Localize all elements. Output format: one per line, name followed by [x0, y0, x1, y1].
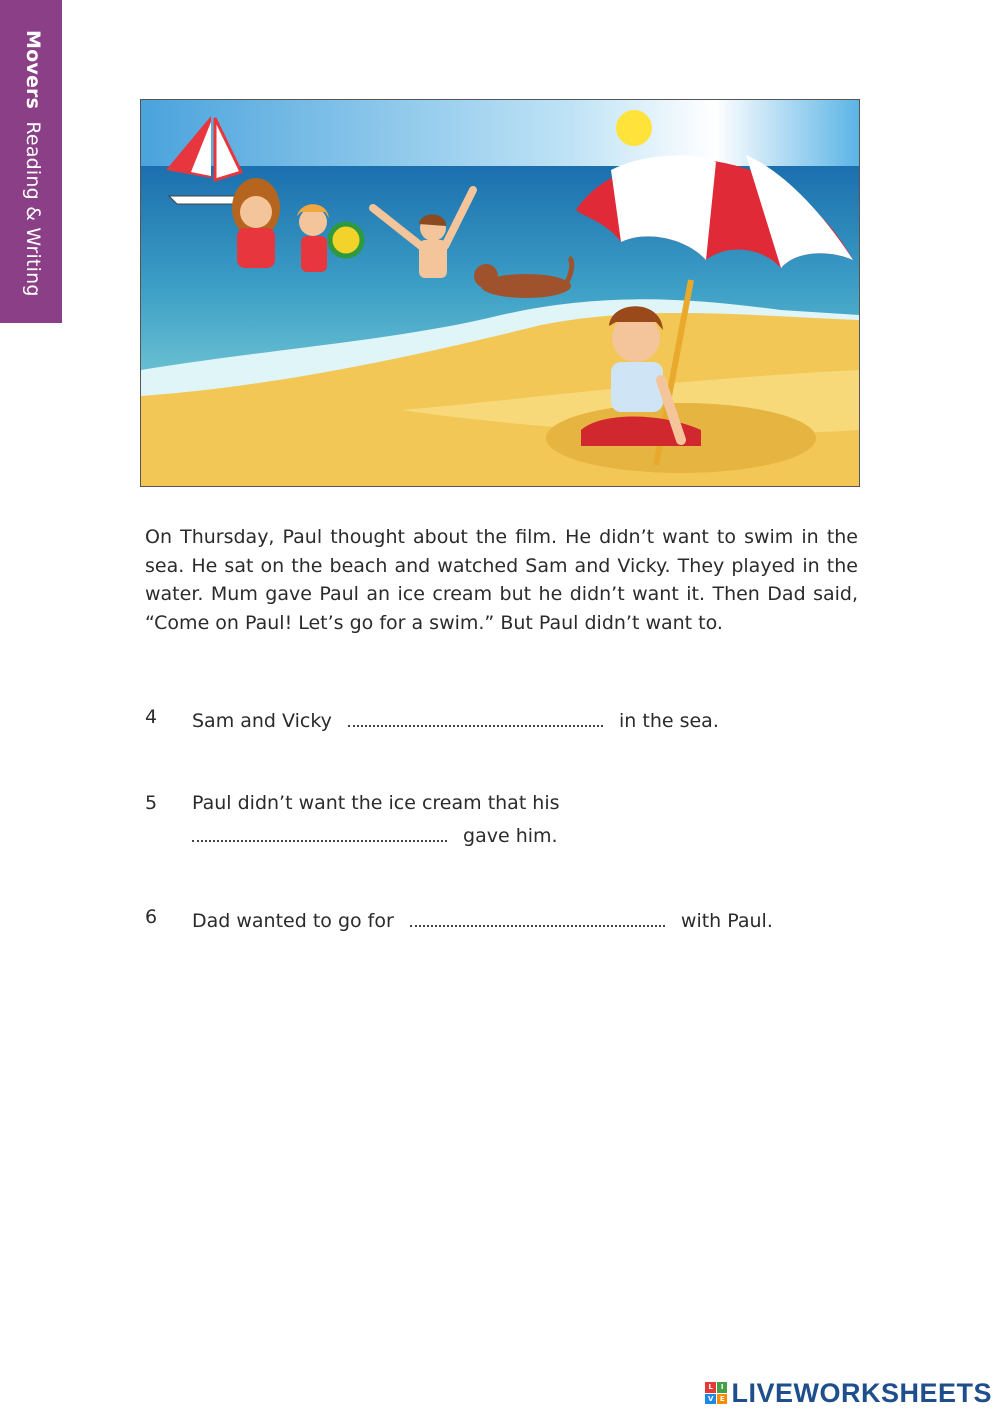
- liveworksheets-brand: [705, 1377, 992, 1409]
- question-number: 5: [145, 792, 158, 814]
- side-tab-level: Movers: [22, 30, 44, 110]
- question-5: [145, 789, 858, 849]
- logo-letter: L: [705, 1382, 716, 1393]
- question-text-after: with Paul.: [680, 910, 773, 932]
- logo-letter: V: [705, 1394, 716, 1405]
- mum-figure: [232, 178, 280, 268]
- beach-ball: [330, 224, 362, 256]
- answer-field-5[interactable]: [192, 818, 447, 842]
- story-passage: On Thursday, Paul thought about the film. He didn’t want to swim in the sea. He sat on the beach and watched Sam and Vicky. They played in the water. Mum gave Paul an ice cream but he didn’t want it. Then Dad said, “Come on Paul! Let’s go for a swim.” But Paul didn’t want to.: [145, 526, 858, 634]
- question-4: [145, 703, 858, 733]
- side-tab-section: Reading & Writing: [22, 121, 44, 297]
- question-number: 6: [145, 906, 158, 928]
- question-text-line1: Paul didn’t want the ice cream that his: [192, 792, 560, 814]
- brand-logo-icon: [705, 1382, 727, 1404]
- question-text-after: gave him.: [463, 825, 558, 847]
- side-tab: [0, 0, 62, 323]
- logo-letter: I: [717, 1382, 728, 1393]
- side-tab-label: [22, 30, 44, 297]
- brand-name: LIVEWORKSHEETS: [731, 1377, 992, 1408]
- question-text-before: Sam and Vicky: [192, 710, 332, 732]
- answer-field-6[interactable]: [410, 903, 665, 927]
- question-text-after: in the sea.: [619, 710, 719, 732]
- answer-field-4[interactable]: [348, 703, 603, 727]
- logo-letter: E: [717, 1394, 728, 1405]
- question-number: 4: [145, 706, 158, 728]
- sun: [616, 110, 652, 146]
- question-6: [145, 903, 858, 933]
- beach-illustration: [140, 99, 860, 487]
- question-text-before: Dad wanted to go for: [192, 910, 394, 932]
